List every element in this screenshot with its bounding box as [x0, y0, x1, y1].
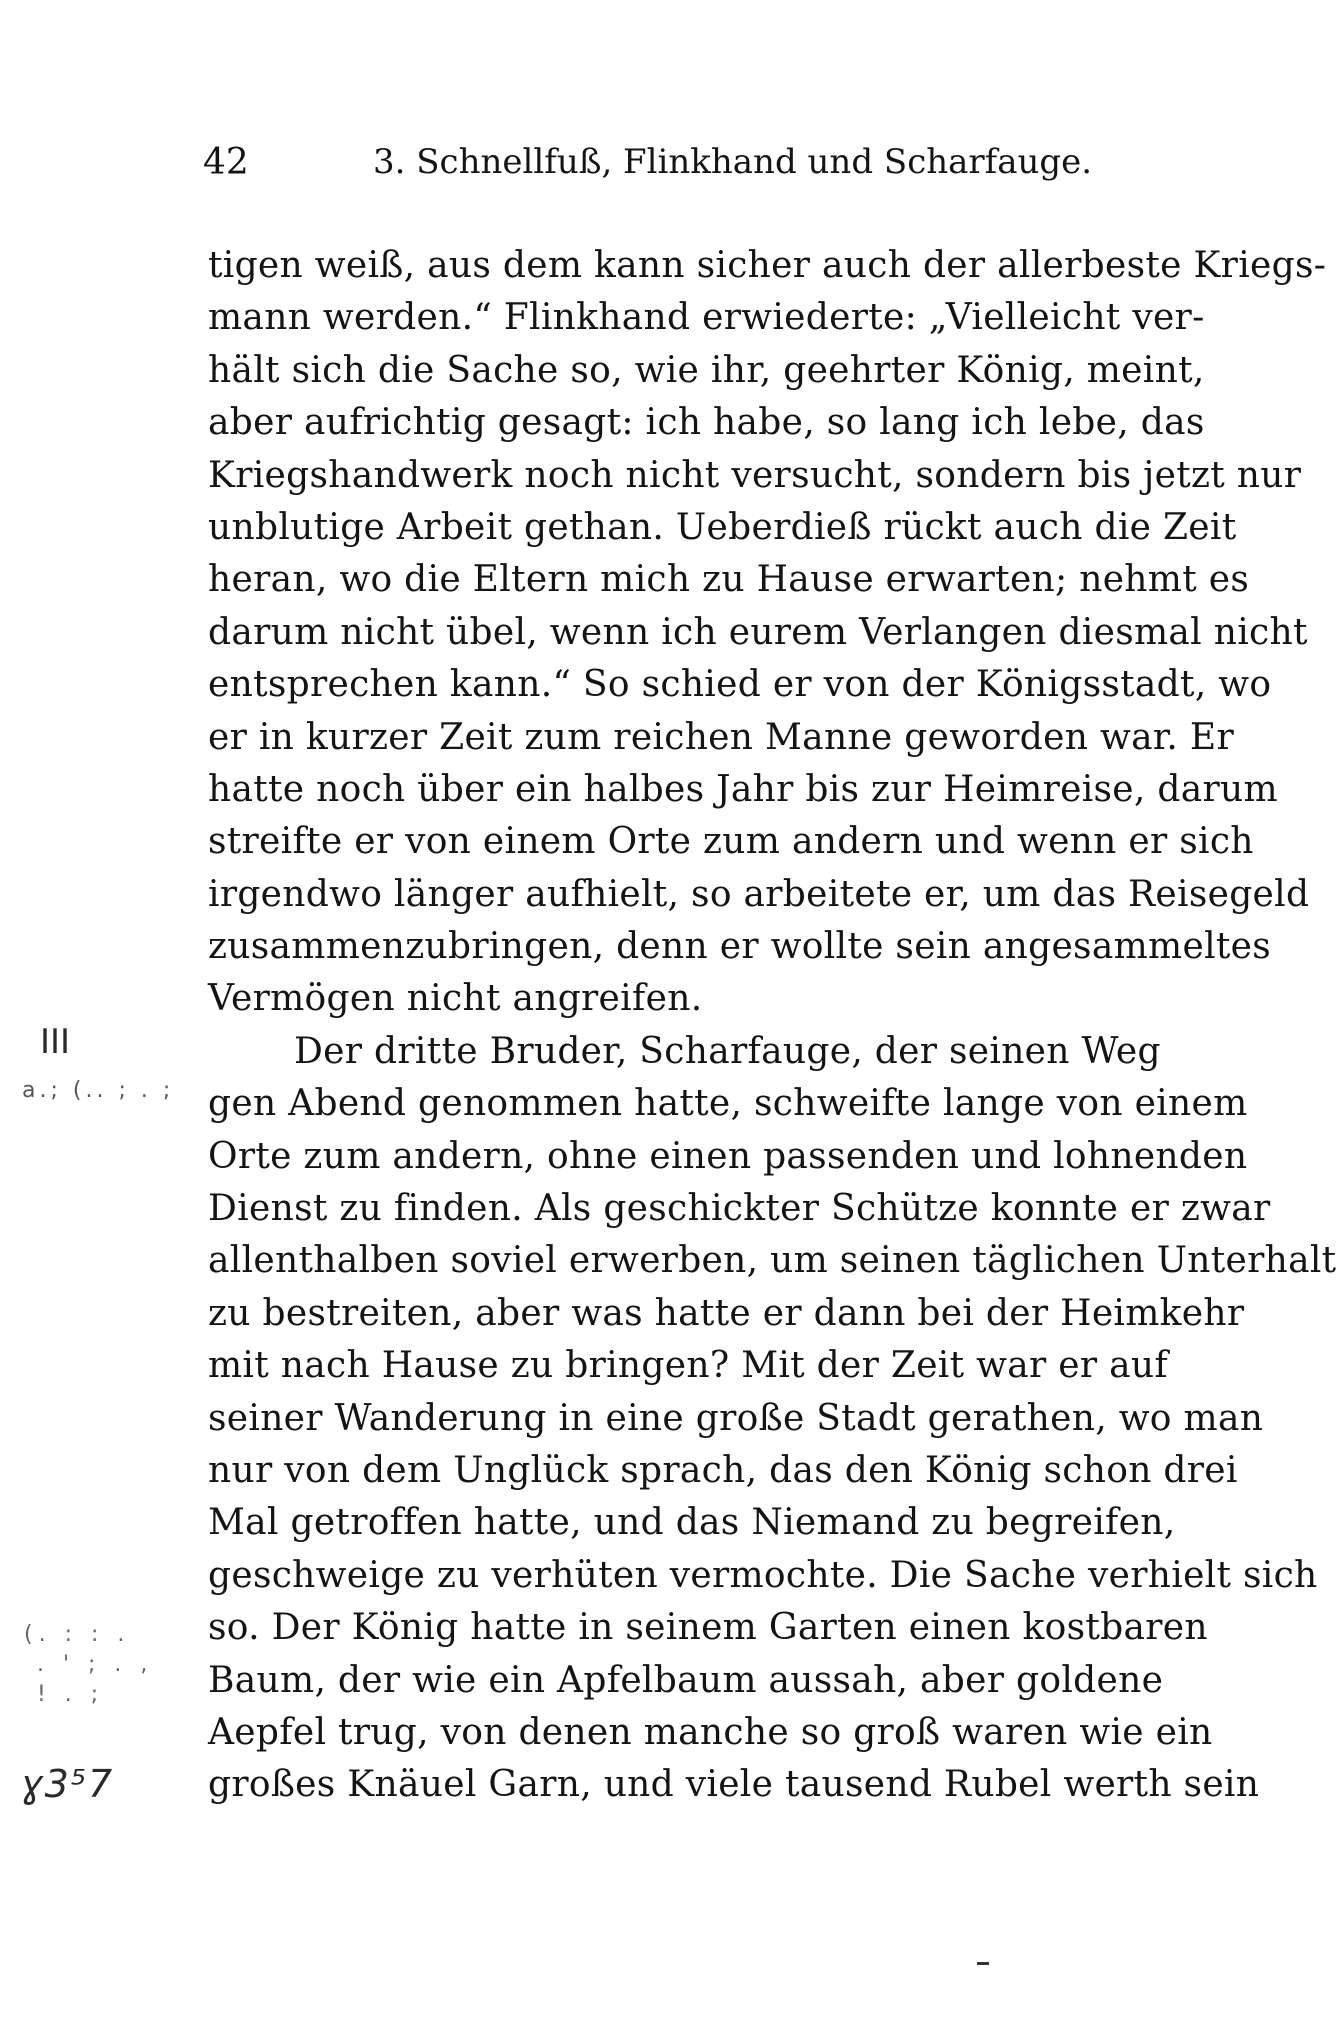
text-line: nur von dem Unglück sprach, das den König schon drei: [208, 1449, 1238, 1491]
text-line: unblutige Arbeit gethan. Ueberdieß rückt auch die Zeit: [208, 506, 1237, 548]
text-line: zu bestreiten, aber was hatte er dann bei der Heimkehr: [208, 1292, 1245, 1334]
handwritten-margin-note: III: [40, 1022, 71, 1062]
text-line: hält sich die Sache so, wie ihr, geehrter König, meint,: [208, 349, 1205, 391]
text-line: geschweige zu verhüten vermochte. Die Sache verhielt sich: [208, 1554, 1318, 1596]
text-line: allenthalben soviel erwerben, um seinen täglichen Unterhalt: [208, 1240, 1336, 1282]
text-line: so. Der König hatte in seinem Garten einen kostbaren: [208, 1607, 1208, 1649]
text-line: streifte er von einem Orte zum andern und wenn er sich: [208, 821, 1254, 863]
handwritten-margin-note: (. : : . . ' ; . , ! . ;: [24, 1622, 154, 1707]
text-line: Mal getroffen hatte, und das Niemand zu begreifen,: [208, 1502, 1176, 1544]
text-line: großes Knäuel Garn, und viele tausend Rubel werth sein: [208, 1764, 1260, 1806]
text-line: heran, wo die Eltern mich zu Hause erwarten; nehmt es: [208, 559, 1250, 601]
text-line: Vermögen nicht angreifen.: [208, 978, 703, 1020]
text-line: zusammenzubringen, denn er wollte sein angesammeltes: [208, 926, 1272, 968]
running-title: 3. Schnellfuß, Flinkhand und Scharfauge.: [373, 142, 1093, 182]
text-line: darum nicht übel, wenn ich eurem Verlangen diesmal nicht: [208, 611, 1308, 653]
paragraph-start-line: Der dritte Bruder, Scharfauge, der seinen Weg: [294, 1030, 1161, 1072]
handwritten-margin-note: ɣ3⁵7: [20, 1762, 115, 1806]
body-text: [208, 240, 1336, 1812]
text-line: Baum, der wie ein Apfelbaum aussah, aber goldene: [208, 1659, 1164, 1701]
text-line: gen Abend genommen hatte, schweifte lange von einem: [208, 1083, 1248, 1125]
text-line: Dienst zu finden. Als geschickter Schütze konnte er zwar: [208, 1188, 1271, 1230]
page-number: 42: [203, 142, 249, 183]
text-line: hatte noch über ein halbes Jahr bis zur Heimreise, darum: [208, 768, 1278, 810]
text-line: mit nach Hause zu bringen? Mit der Zeit war er auf: [208, 1345, 1168, 1387]
text-line: Orte zum andern, ohne einen passenden und lohnenden: [208, 1135, 1248, 1177]
text-line: er in kurzer Zeit zum reichen Manne geworden war. Er: [208, 716, 1234, 758]
text-line: aber aufrichtig gesagt: ich habe, so lang ich lebe, das: [208, 402, 1205, 444]
text-line: seiner Wanderung in eine große Stadt gerathen, wo man: [208, 1397, 1264, 1439]
print-mark: [977, 1962, 989, 1965]
page-header: [203, 142, 1133, 198]
text-line: Kriegshandwerk noch nicht versucht, sondern bis jetzt nur: [208, 454, 1302, 496]
text-line: irgendwo länger aufhielt, so arbeitete er, um das Reisegeld: [208, 873, 1310, 915]
handwritten-margin-note: a.; (.. ; . ;: [22, 1078, 175, 1103]
text-line: entsprechen kann.“ So schied er von der Königsstadt, wo: [208, 664, 1272, 706]
text-line: tigen weiß, aus dem kann sicher auch der allerbeste Kriegs-: [208, 245, 1327, 286]
text-line: mann werden.“ Flinkhand erwiederte: „Vielleicht ver-: [208, 297, 1205, 339]
text-line: Aepfel trug, von denen manche so groß waren wie ein: [208, 1711, 1213, 1753]
